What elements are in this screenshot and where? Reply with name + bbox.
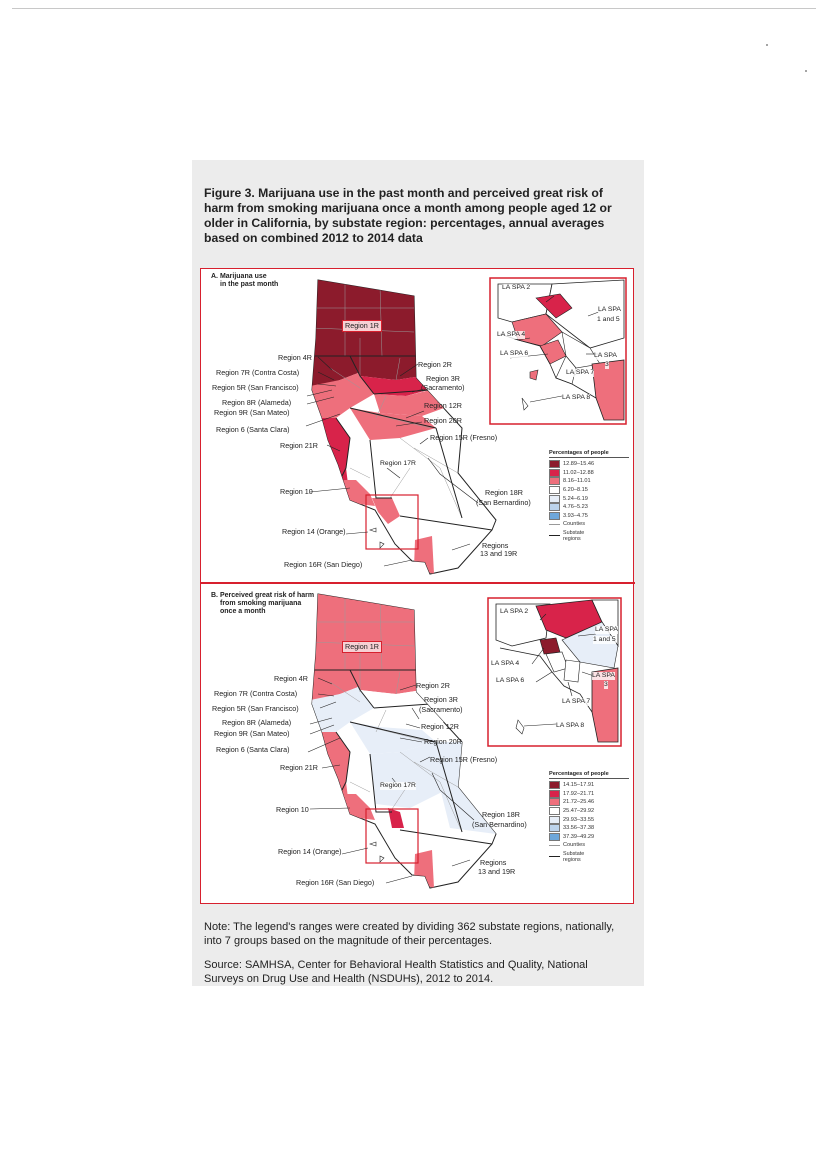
region-2r-label-a: Region 2R (418, 360, 452, 369)
region-17r-label-a: Region 17R (380, 460, 416, 467)
region-18r-label-b: Region 18R (482, 810, 520, 819)
inset-spa7-fill-b (564, 660, 580, 682)
region-18r-label-a: Region 18R (485, 488, 523, 497)
inset-spa4-label-a: LA SPA 4 (497, 331, 526, 338)
region-6-label-a: Region 6 (Santa Clara) (216, 425, 290, 434)
legend-item-a: 12.89–15.46 (549, 460, 629, 469)
legend-item-a: 11.02–12.88 (549, 469, 629, 478)
inset-spa3-label-b: LA SPA (592, 672, 615, 679)
region-7r-label-b: Region 7R (Contra Costa) (214, 689, 298, 698)
region-15r-label-a: Region 15R (Fresno) (430, 433, 498, 442)
figure-source: Source: SAMHSA, Center for Behavioral Health Statistics and Quality, National Surveys on Drug Use and Health (NSDUHs), 2012 to 2014. (204, 959, 588, 985)
legend-substate-b: Substate regions (549, 850, 629, 864)
inset-spa4-label-b: LA SPA 4 (491, 660, 520, 667)
legend-title-a: Percentages of people (549, 450, 629, 458)
legend-item-b: 37.39–49.29 (549, 833, 629, 842)
legend-item-a: 4.76–5.23 (549, 503, 629, 512)
region-15r-label-b: Region 15R (Fresno) (430, 755, 498, 764)
channel-islands-a (370, 528, 384, 548)
region-3r-label-a: Region 3R (426, 374, 460, 383)
region-14-label-b: Region 14 (Orange) (278, 847, 342, 856)
legend-item-b: 21.72–25.46 (549, 798, 629, 807)
region-16r-fill-b (414, 850, 434, 888)
inset-spa2-label-a: LA SPA 2 (502, 284, 531, 291)
region-1r-label-a: Region 1R (342, 320, 382, 332)
region-1r-label-b: Region 1R (342, 641, 382, 653)
region-1r-fill (300, 268, 430, 356)
region-5r-label-a: Region 5R (San Francisco) (212, 383, 299, 392)
region-16r-label-a: Region 16R (San Diego) (284, 560, 363, 569)
region-8r-label-a: Region 8R (Alameda) (222, 398, 292, 407)
region-17r-label-b: Region 17R (380, 782, 416, 789)
region-10-label-a: Region 10 (280, 487, 313, 496)
inset-spa7-label-b: LA SPA 7 (562, 698, 591, 705)
panel-b-title: B. Perceived great risk of harm from smoking marijuana once a month (211, 592, 315, 615)
inset-spa1-sub-label-b: 1 and 5 (593, 636, 616, 643)
panel-a-title: A. Marijuana use in the past month (211, 273, 279, 288)
page-top-rule (12, 8, 816, 9)
legend-item-a: 8.16–11.01 (549, 477, 629, 486)
legend-item-a: 5.24–6.19 (549, 494, 629, 503)
region-16r-label-b: Region 16R (San Diego) (296, 878, 375, 887)
legend-b (549, 771, 629, 864)
region-21r-label-b: Region 21R (280, 763, 318, 772)
region-10-label-b: Region 10 (276, 805, 309, 814)
region-14-label-a: Region 14 (Orange) (282, 527, 346, 536)
inset-spa1-label-a: LA SPA (598, 306, 621, 313)
legend-counties-a: Counties (549, 520, 629, 529)
region-3r-sub-label-a: (Sacramento) (421, 383, 465, 392)
legend-title-b: Percentages of people (549, 771, 629, 779)
inset-spa6-label-b: LA SPA 6 (496, 677, 525, 684)
legend-item-b: 29.93–33.55 (549, 815, 629, 824)
region-21r-label-a: Region 21R (280, 441, 318, 450)
scan-speck (766, 44, 768, 46)
region-9r-label-b: Region 9R (San Mateo) (214, 729, 290, 738)
region-12r-label-b: Region 12R (421, 722, 459, 731)
inset-spa8-label-a: LA SPA 8 (562, 394, 591, 401)
legend-item-b: 14.15–17.91 (549, 781, 629, 790)
channel-islands-b (370, 842, 384, 862)
inset-spa3-sub-label-b: 3 (604, 681, 608, 688)
region-7r-label-a: Region 7R (Contra Costa) (216, 368, 300, 377)
legend-item-b: 17.92–21.71 (549, 790, 629, 799)
inset-spa2-label-b: LA SPA 2 (500, 608, 529, 615)
legend-item-a: 3.93–4.75 (549, 512, 629, 521)
figure-title: Figure 3. Marijuana use in the past month and perceived great risk of harm from smoking marijuana once a month among people aged 12 or older in California, by substate region: percentages, annual averages based on combined 2012 to 2014 data (204, 186, 612, 245)
region-20r-label-a: Region 20R (424, 416, 462, 425)
inset-spa8-label-b: LA SPA 8 (556, 722, 585, 729)
regions-13-19r-label-a: Regions (482, 541, 509, 550)
legend-substate-a: Substate regions (549, 529, 629, 543)
regions-13-19r-sub-label-b: 13 and 19R (478, 867, 516, 876)
inset-spa1-sub-label-a: 1 and 5 (597, 316, 620, 323)
region-4r-label-b: Region 4R (274, 674, 308, 683)
region-20r-label-b: Region 20R (424, 737, 462, 746)
inset-spa3-label-a: LA SPA (594, 352, 617, 359)
region-3r-sub-label-b: (Sacramento) (419, 705, 463, 714)
region-1r-fill-b (300, 582, 430, 670)
scan-speck (805, 70, 807, 72)
inset-spa1-label-b: LA SPA (595, 626, 618, 633)
regions-13-19r-label-b: Regions (480, 858, 507, 867)
legend-item-b: 33.56–37.38 (549, 824, 629, 833)
region-5r-label-b: Region 5R (San Francisco) (212, 704, 299, 713)
region-2r-label-b: Region 2R (416, 681, 450, 690)
legend-item-a: 6.20–8.15 (549, 486, 629, 495)
inset-spa3-sub-label-a: 3 (605, 361, 609, 368)
region-9r-label-a: Region 9R (San Mateo) (214, 408, 290, 417)
region-4r-label-a: Region 4R (278, 353, 312, 362)
inset-spa6-label-a: LA SPA 6 (500, 350, 529, 357)
legend-a (549, 450, 629, 543)
region-18r-sub-label-b: (San Bernardino) (472, 820, 527, 829)
region-16r-fill (414, 536, 434, 574)
region-12r-label-a: Region 12R (424, 401, 462, 410)
inset-spa7-label-a: LA SPA 7 (566, 369, 595, 376)
figure-note: Note: The legend's ranges were created by dividing 362 substate regions, nationally, into 7 groups based on the magnitude of their percentages. (204, 921, 615, 947)
region-6-label-b: Region 6 (Santa Clara) (216, 745, 290, 754)
region-8r-label-b: Region 8R (Alameda) (222, 718, 292, 727)
legend-counties-b: Counties (549, 841, 629, 850)
legend-item-b: 25.47–29.92 (549, 807, 629, 816)
region-3r-label-b: Region 3R (424, 695, 458, 704)
region-18r-sub-label-a: (San Bernardino) (476, 498, 531, 507)
regions-13-19r-sub-label-a: 13 and 19R (480, 549, 518, 558)
